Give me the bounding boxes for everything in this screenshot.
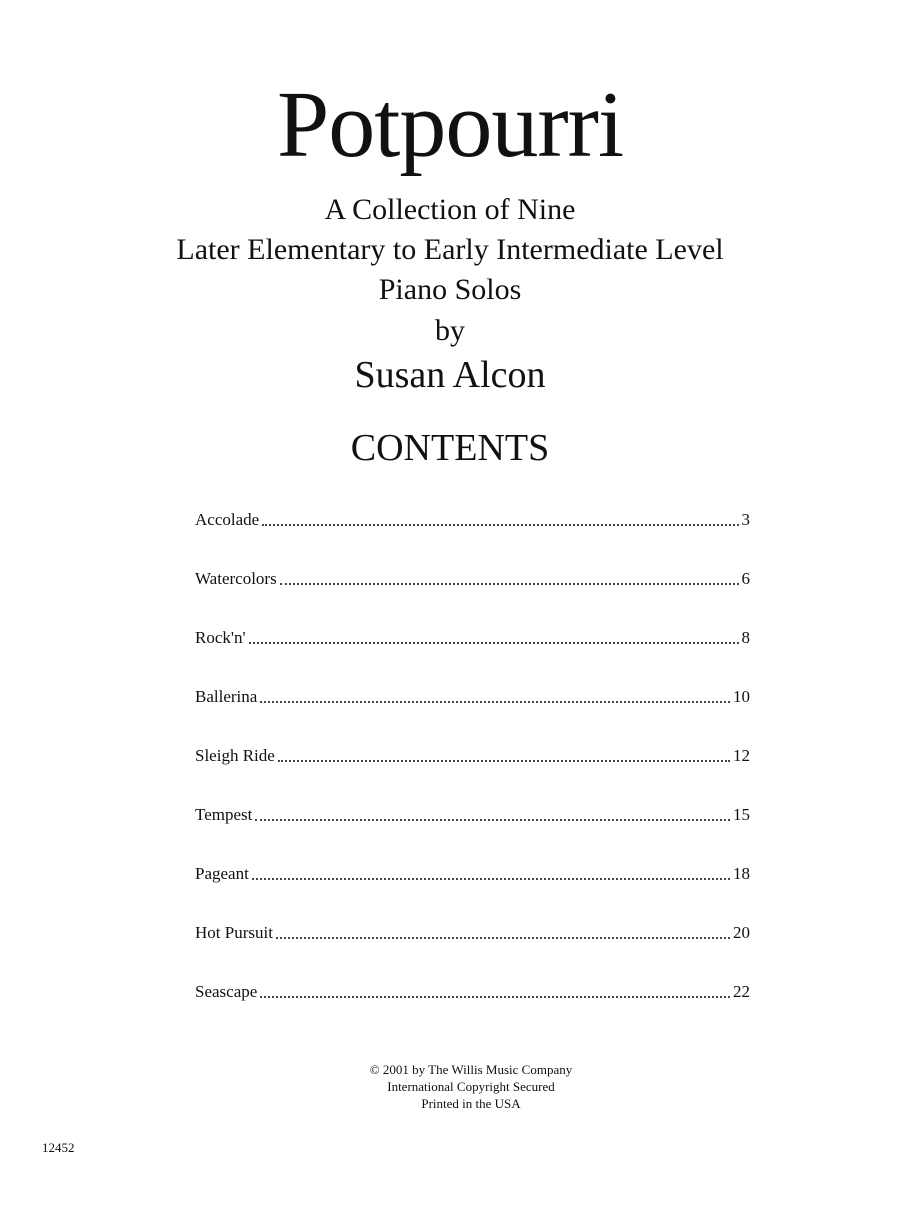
toc-entry-rock-n: [195, 626, 750, 685]
contents-heading: CONTENTS: [350, 427, 550, 469]
copyright-notice: [0, 1061, 900, 1112]
toc-entry-page: 6: [741, 569, 750, 588]
toc-entry-ballerina: [195, 685, 750, 744]
dot-leader: [252, 862, 730, 880]
toc-entry-title: Rock'n': [195, 628, 246, 647]
copyright-line-3: Printed in the USA: [421, 1096, 521, 1111]
toc-entry-page: 3: [741, 510, 750, 529]
toc-entry-page: 18: [733, 864, 750, 883]
dot-leader: [255, 803, 730, 821]
catalog-number: 12452: [42, 1140, 75, 1155]
toc-entry-title: Sleigh Ride: [195, 746, 275, 765]
toc-entry-page: 10: [733, 687, 750, 706]
dot-leader: [280, 567, 739, 585]
dot-leader: [260, 685, 730, 703]
toc-entry-title: Ballerina: [195, 687, 258, 706]
toc-entry-page: 22: [733, 982, 750, 1001]
toc-entry-page: 20: [733, 923, 750, 942]
dot-leader: [262, 508, 738, 526]
toc-entry-page: 8: [741, 628, 750, 647]
toc-entry-pageant: [195, 862, 750, 921]
subtitle-line-2: Later Elementary to Early Intermediate Level: [176, 233, 724, 266]
dot-leader: [278, 744, 730, 762]
table-of-contents: [195, 508, 750, 1039]
dot-leader: [249, 626, 739, 644]
toc-entry-seascape: [195, 980, 750, 1039]
toc-entry-title: Watercolors: [195, 569, 277, 588]
dot-leader: [276, 921, 730, 939]
subtitle-line-1: A Collection of Nine: [324, 193, 576, 226]
toc-entry-watercolors: [195, 567, 750, 626]
toc-entry-title: Hot Pursuit: [195, 923, 273, 942]
copyright-line-1: © 2001 by The Willis Music Company: [369, 1062, 573, 1077]
toc-entry-title: Accolade: [195, 510, 260, 529]
toc-entry-page: 12: [733, 746, 750, 765]
subtitle-line-4: by: [435, 314, 465, 347]
toc-entry-title: Pageant: [195, 864, 249, 883]
toc-entry-hot-pursuit: [195, 921, 750, 980]
toc-entry-page: 15: [733, 805, 750, 824]
book-title: Potpourri: [276, 73, 624, 177]
toc-entry-title: Seascape: [195, 982, 258, 1001]
dot-leader: [260, 980, 730, 998]
toc-entry-accolade: [195, 508, 750, 567]
toc-entry-tempest: [195, 803, 750, 862]
copyright-line-2: International Copyright Secured: [387, 1079, 555, 1094]
toc-entry-title: Tempest: [195, 805, 253, 824]
toc-entry-sleigh-ride: [195, 744, 750, 803]
author-name: Susan Alcon: [354, 354, 546, 396]
subtitle-line-3: Piano Solos: [378, 273, 522, 306]
